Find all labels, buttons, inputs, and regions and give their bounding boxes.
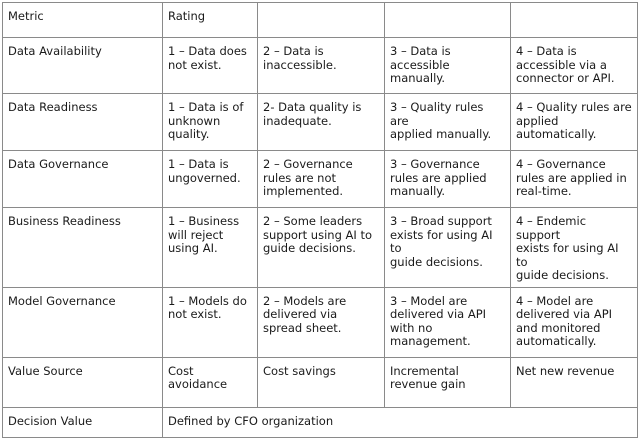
metric-name-cell: Decision Value (3, 407, 163, 437)
rating-1-cell: 1 – Data is of unknown quality. (163, 94, 258, 151)
rating-3-cell: 3 – Model are delivered via API with no management. (385, 287, 511, 357)
header-blank-cell (511, 3, 638, 38)
rating-2-cell: 2- Data quality is inadequate. (258, 94, 385, 151)
metric-name-cell: Data Availability (3, 38, 163, 94)
rating-3-cell: 3 – Governance rules are applied manually. (385, 151, 511, 208)
rating-2-cell: 2 – Data is inaccessible. (258, 38, 385, 94)
rating-4-cell: Net new revenue (511, 357, 638, 407)
table-row-data-governance (3, 151, 638, 208)
header-rating-cell: Rating (163, 3, 258, 38)
table-row-model-governance (3, 287, 638, 357)
rating-3-cell: 3 – Broad support exists for using AI to guide decisions. (385, 208, 511, 288)
rating-4-cell: 4 – Governance rules are applied in real-time. (511, 151, 638, 208)
table-row-business-readiness (3, 208, 638, 288)
metric-name-cell: Model Governance (3, 287, 163, 357)
rating-2-cell: Cost savings (258, 357, 385, 407)
rating-4-cell: 4 – Model are delivered via API and monitored automatically. (511, 287, 638, 357)
table-row-value-source (3, 357, 638, 407)
rating-2-cell: 2 – Models are delivered via spread sheet. (258, 287, 385, 357)
header-blank-cell (385, 3, 511, 38)
table-row-data-availability (3, 38, 638, 94)
metric-name-cell: Data Governance (3, 151, 163, 208)
rating-4-cell: 4 – Endemic support exists for using AI to guide decisions. (511, 208, 638, 288)
rating-2-cell: 2 – Governance rules are not implemented. (258, 151, 385, 208)
rating-1-cell: 1 – Data is ungoverned. (163, 151, 258, 208)
rating-1-cell: 1 – Models do not exist. (163, 287, 258, 357)
rating-1-cell: Cost avoidance (163, 357, 258, 407)
header-row (3, 3, 638, 38)
rating-1-cell: 1 – Data does not exist. (163, 38, 258, 94)
header-metric-cell: Metric (3, 3, 163, 38)
rating-3-cell: Incremental revenue gain (385, 357, 511, 407)
rating-4-cell: 4 – Data is accessible via a connector or API. (511, 38, 638, 94)
rating-3-cell: 3 – Quality rules are applied manually. (385, 94, 511, 151)
rating-3-cell: 3 – Data is accessible manually. (385, 38, 511, 94)
metric-name-cell: Data Readiness (3, 94, 163, 151)
metric-name-cell: Business Readiness (3, 208, 163, 288)
decision-value-cell: Defined by CFO organization (163, 407, 638, 437)
table-row-data-readiness (3, 94, 638, 151)
header-blank-cell (258, 3, 385, 38)
metric-name-cell: Value Source (3, 357, 163, 407)
rating-1-cell: 1 – Business will reject using AI. (163, 208, 258, 288)
table-row-decision-value (3, 407, 638, 437)
rating-4-cell: 4 – Quality rules are applied automatically. (511, 94, 638, 151)
rating-2-cell: 2 – Some leaders support using AI to guide decisions. (258, 208, 385, 288)
metrics-rating-table (2, 2, 638, 438)
